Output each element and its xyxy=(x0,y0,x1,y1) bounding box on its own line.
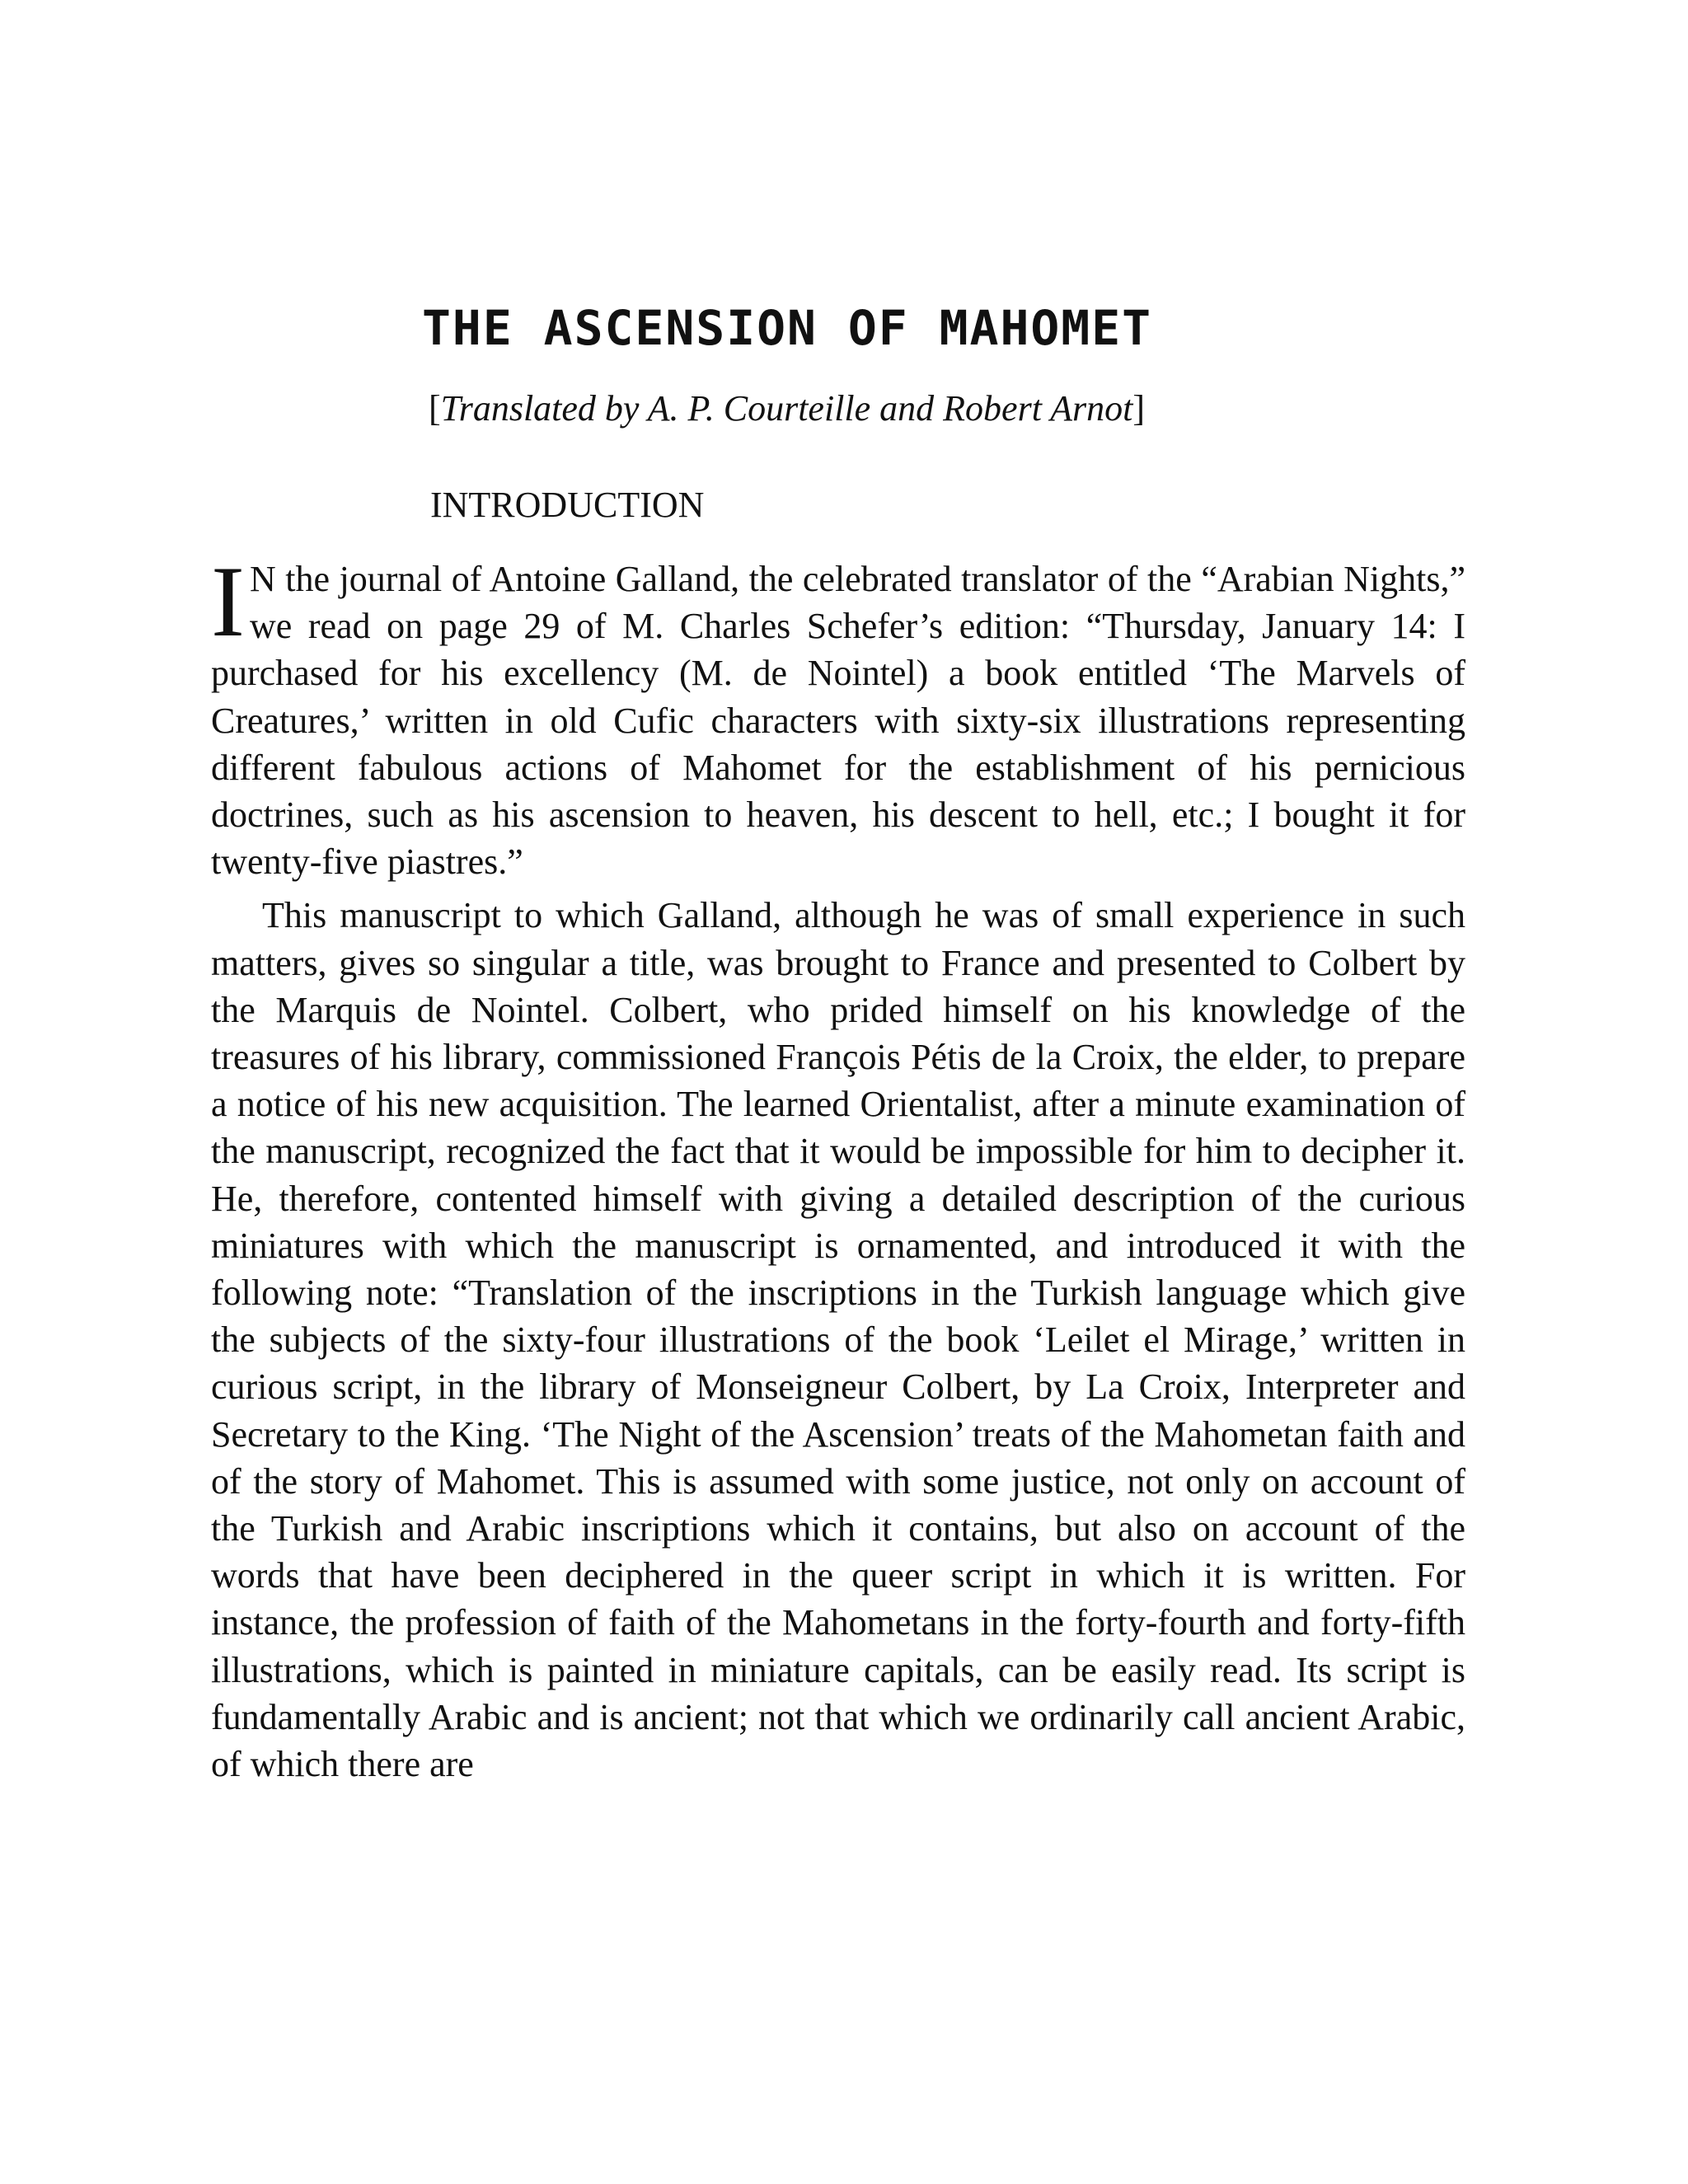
paragraph-1 xyxy=(211,545,1465,885)
page-title: THE ASCENSION OF MAHOMET xyxy=(422,300,1153,356)
drop-cap: I xyxy=(211,545,245,658)
paragraph-1-text: N the journal of Antoine Galland, the celebrated translator of the “Arabian Nights,” we read on page 29 of M. Charles Schefer’s edition: “Thursday, January 14: I purchased for his excellency (M. de Nointel) a book entitled ‘The Marvels of Creatures,’ written in old Cufic characters with sixty-six illustrations representing different fabulous actions of Mahomet for the establishment of his pernicious doctrines, such as his ascension to heaven, his descent to hell, etc.; I bought it for twenty-five piastres.” xyxy=(211,559,1465,883)
translator-close-bracket: ] xyxy=(1132,388,1146,429)
translator-credit xyxy=(429,386,1145,432)
paragraph-2: This manuscript to which Galland, although he was of small experience in such matters, gives so singular a title, was brought to France and presented to Colbert by the Marquis de Nointel. Colbert, who prided himself on his knowledge of the treasures of his library, commissioned François Pétis de la Croix, the elder, to prepare a notice of his new acquisition. The learned Orientalist, after a minute examination of the manuscript, recognized the fact that it would be impossible for him to decipher it. He, therefore, contented himself with giving a detailed description of the curious miniatures with which the manuscript is ornamented, and introduced it with the following note: “Translation of the inscriptions in the Turkish language which give the subjects of the sixty-four illustrations of the book ‘Leilet el Mirage,’ written in curious script, in the library of Monseigneur Colbert, by La Croix, Interpreter and Secretary to the King. ‘The Night of the Ascension’ treats of the Mahometan faith and of the story of Mahomet. This is assumed with some justice, not only on account of the Turkish and Arabic inscriptions which it contains, but also on account of the words that have been deciphered in the queer script in which it is written. For instance, the profession of faith of the Mahometans in the forty-fourth and forty-fifth illustrations, which is painted in miniature capitals, can be easily read. Its script is fundamentally Arabic and is ancient; not that which we ordinarily call ancient Arabic, of which there are xyxy=(211,895,1465,1785)
translator-open-bracket: [ xyxy=(429,388,441,429)
body-text xyxy=(211,545,1465,1788)
section-heading: INTRODUCTION xyxy=(430,485,705,525)
translator-names: Translated by A. P. Courteille and Robert Arnot xyxy=(440,388,1133,429)
